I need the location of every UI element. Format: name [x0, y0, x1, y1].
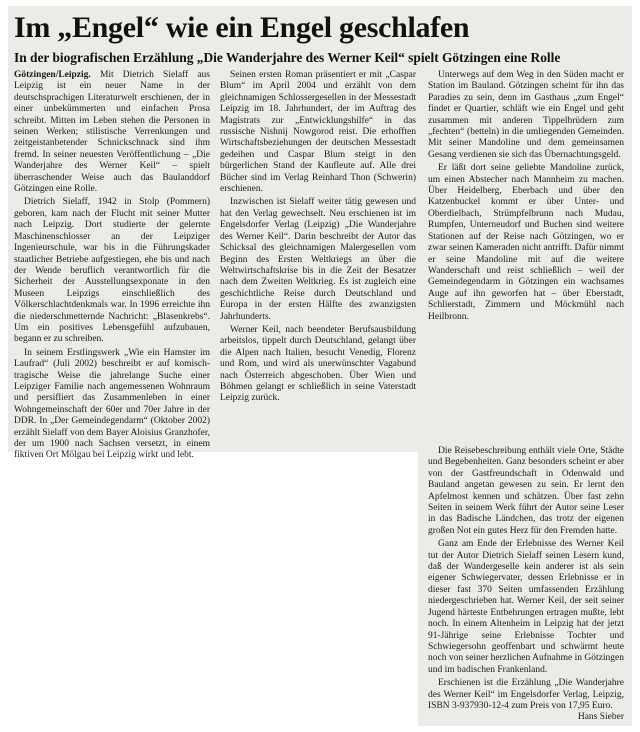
article-column-1 — [14, 70, 211, 461]
article-paragraph: Erschienen ist die Erzählung „Die Wanderjahre des Werner Keil“ im Engelsdorfer Verlag, Leipzig, ISBN 3-937930-12-4 zum Preis von 17,95 Euro. Hans Sieber — [428, 678, 624, 723]
article-subheadline: In der biografischen Erzählung „Die Wanderjahre des Werner Keil“ spielt Götzingen eine Rolle — [14, 50, 561, 65]
article-paragraph: In seinem Erstlingswerk „Wie ein Hamster im Laufrad“ (Juli 2002) beschreibt er auf komisch-tragische Weise die jahrelange Suche einer Leipziger Familie nach angemessenen Wohnraum und persifliert das Zusammenleben in einer Wohngemeinschaft der 60er und 70er Jahre in der DDR. In „Der Gemeindegendarm“ (Oktober 2002) erzählt Sielaff von dem Bayer Aloisius Granzhofer, der um 1900 nach Sachsen versetzt, in einem fiktiven Ort Mölgau bei Leipzig wirkt und lebt. — [14, 347, 210, 461]
article-column-3-continued — [428, 446, 624, 723]
article-headline: Im „Engel“ wie ein Engel geschlafen — [14, 11, 470, 44]
article-paragraph: Inzwischen ist Sielaff weiter tätig gewesen und hat den Verlag gewechselt. Neu erschienen ist im Engelsdorfer Verlag (Leipzig) „Die Wanderjahre des Werner Keil“. Darin beschreibt der Autor das Schicksal des gleichnamigen Malergesellen vom Beginn des Ersten Weltkriegs an über die Weltwirtschaftskrise bis in die Zeit der Besatzer nach dem Zweiten Weltkrieg. Es ist zugleich eine geschichtliche Reise durch Deutschland und Europa in der ersten Hälfte des zwanzigsten Jahrhunderts. — [220, 197, 416, 322]
article-paragraph: Werner Keil, nach beendeter Berufsausbildung arbeitslos, tippelt durch Deutschland, gelangt über die Alpen nach Italien, besucht Venedig, Florenz und Rom, und wird als unerwünschter Vagabund nach Österreich abgeschoben. Über Wien und Böhmen gelangt er schließlich in seine Vaterstadt Leipzig zurück. — [220, 324, 416, 404]
article-paragraph: Ganz am Ende der Erlebnisse des Werner Keil tut der Autor Dietrich Sielaff seinen Lesern kund, daß der Wandergeselle kein anderer ist als sein eigener Schwiegervater, dessen Erlebnisse er in dieser fast 370 Seiten umfassenden Erzählung niedergeschrieben hat. Werner Keil, der seit seiner Jugend härteste Entbehrungen ertragen mußte, lebt noch. In einem Altenheim in Leipzig hat der jetzt 91-Jährige seine Erlebnisse Tochter und Schwiegersohn geoffenbart und schwärmt heute noch von seiner herzlichen Aufnahme in Götzingen und im badischen Frankenland. — [428, 539, 624, 675]
article-column-2 — [220, 70, 416, 448]
article-paragraph: Seinen ersten Roman präsentiert er mit „Caspar Blum“ im April 2004 und erzählt von dem gleichnamigen Schlossergesellen in der Messestadt Leipzig im 18. Jahrhundert, der im Auftrag des Magistrats zur „Entwicklungshilfe“ in das russische Nishnij Nowgorod reist. Die erhofften Wirtschaftsbeziehungen der deutschen Messestadt gedeihen und Caspar Blum steigt in den bürgerlichen Stand der Kaufleute auf. Alle drei Bücher sind im Verlag Reinhard Thon (Schwerin) erschienen. — [220, 70, 416, 195]
article-paragraph: Die Reisebeschreibung enthält viele Orte, Städte und Begebenheiten. Ganz besonders scheint er aber von der Gastfreundschaft in Odenwald und Bauland angetan gewesen zu sein. Er lernt den Apfelmost kennen und schätzen. Über fast zehn Seiten in seinem Werk führt der Autor seine Leser in das Badische Ländchen, das trotz der eigenen großen Not ein gutes Herz für den Fremden hatte. — [428, 446, 624, 536]
article-column-3 — [428, 70, 624, 448]
article-paragraph: Unterwegs auf dem Weg in den Süden macht er Station im Bauland. Götzingen scheint für ihn das Paradies zu sein, denn im Gasthaus „zum Engel“ findet er Quartier, schläft wie ein Engel und geht zusammen mit anderen Tippelbrüdern zum „fechten“ (betteln) in die umliegenden Gemeinden. Mit seiner Mandoline und dem gemeinsamen Gesang verdienen sie sich das Übernachtungsgeld. — [428, 70, 624, 160]
dateline: Götzingen/Leipzig. — [14, 70, 91, 80]
article-paragraph: Er läßt dort seine geliebte Mandoline zurück, um einen Abstecher nach Mannheim zu machen. Über Heidelberg, Eberbach und über den Katzenbuckel kommt er über Unter- und Oberdielbach, Strümpfelbrunn nach Mudau, Rumpfen, Unterneudorf und Buchen sind weitere Stationen auf der Reise nach Götzingen, wo er zwar seinen Kameraden nicht antrifft. Dafür nimmt er seine Mandoline mit auf die weitere Wanderschaft und reist schließlich – weil der Gemeindegendarm in Götzingen ein wachsames Auge auf ihn geworfen hat – über Eberstadt, Schlierstadt, Zimmern und Möckmühl nach Heilbronn. — [428, 163, 624, 322]
article-paragraph: Götzingen/Leipzig. Mit Dietrich Sielaff aus Leipzig ist ein neuer Name in der deutschsprachigen Literaturwelt erschienen, der in einer unbekümmerten und einfachen Prosa schreibt. Mitten im Leben stehen die Personen in seinen Werken; stilistische Verrenkungen und zeitgeistanbetender Schnickschnack sind ihm fremd. In seiner neuesten Veröffentlichung – „Die Wanderjahre des Werner Keil“ – spielt überraschender Weise auch das Baulanddorf Götzingen eine Rolle. — [14, 70, 211, 195]
author-signature: Hans Sieber — [577, 712, 624, 723]
article-paragraph: Dietrich Sielaff, 1942 in Stolp (Pommern) geboren, kam nach der Flucht mit seiner Mutter nach Leipzig. Dort studierte der gelernte Maschinenschlosser an der Leipziger Ingenieurschule, war bis in die Führungskader staatlicher Betriebe aufgestiegen, ehe bis und nach der Wende beruflich verantwortlich für die Sicherheit der Ausstellungsexponate in den Museen Leipzigs einschließlich des Völkerschlachtdenkmals war. In 1996 erreichte ihn die niederschmetternde Nachricht: „Blasenkrebs“. Um ein positives Lebensgefühl aufzubauen, begann er zu schreiben. — [14, 197, 210, 345]
